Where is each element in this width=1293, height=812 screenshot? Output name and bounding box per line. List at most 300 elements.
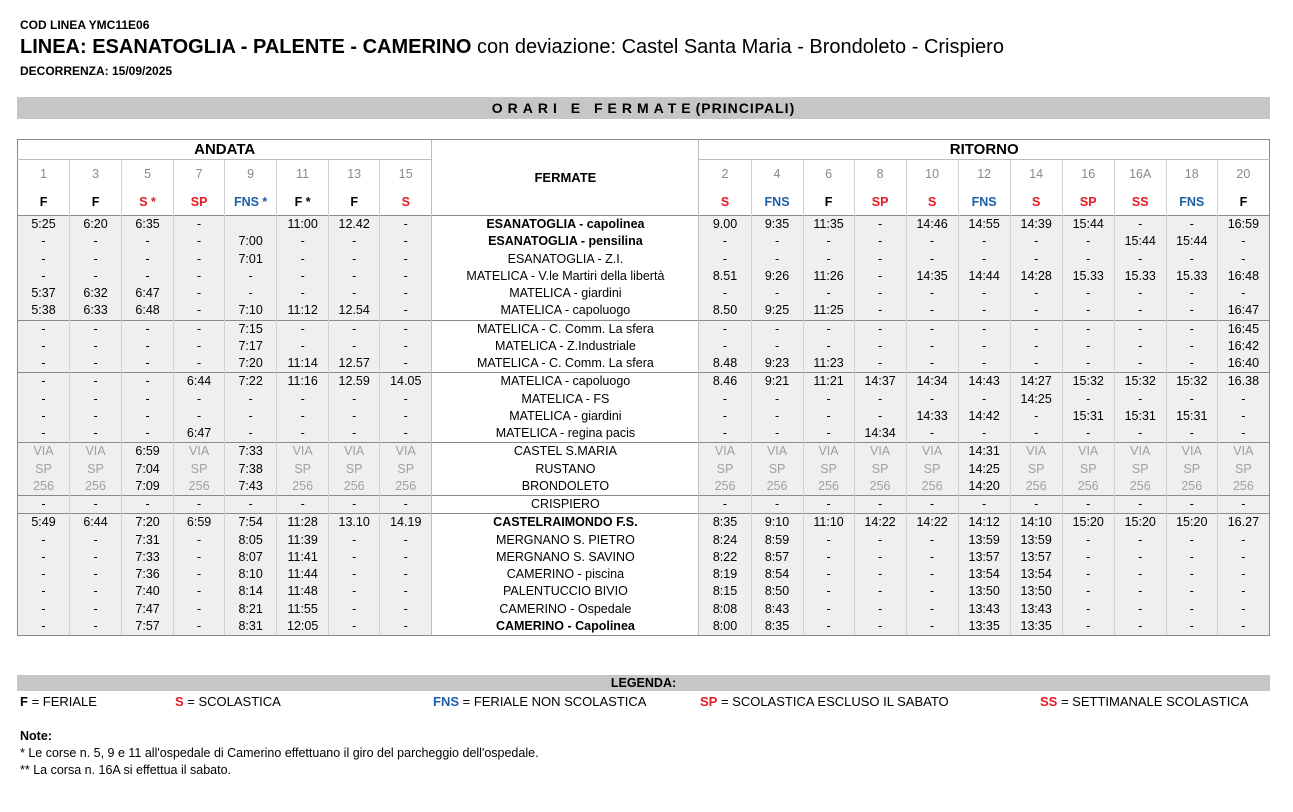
time-cell: 8:07 <box>225 549 277 566</box>
timetable-body <box>18 216 1270 636</box>
time-cell: - <box>18 338 70 355</box>
time-cell: SP <box>751 461 803 478</box>
time-cell: - <box>70 496 122 514</box>
run-number: 2 <box>699 160 751 190</box>
time-cell: - <box>751 233 803 250</box>
time-cell: 11:16 <box>277 373 329 391</box>
time-cell: - <box>906 425 958 443</box>
time-cell: - <box>1010 496 1062 514</box>
time-cell: - <box>699 496 751 514</box>
time-cell: - <box>1217 618 1269 636</box>
time-cell: - <box>174 391 225 408</box>
schedule-banner <box>17 97 1270 119</box>
time-cell: 13:54 <box>1010 566 1062 583</box>
time-cell: 6:33 <box>70 302 122 320</box>
time-cell: - <box>174 496 225 514</box>
time-cell: 8:24 <box>699 532 751 549</box>
run-number: 13 <box>329 160 380 190</box>
time-cell: - <box>1062 549 1114 566</box>
time-cell: 11:44 <box>277 566 329 583</box>
table-row <box>18 425 1270 443</box>
time-cell: 14:28 <box>1010 268 1062 285</box>
time-cell: - <box>70 373 122 391</box>
table-row <box>18 478 1270 496</box>
time-cell: - <box>70 338 122 355</box>
time-cell: - <box>751 285 803 302</box>
time-cell: 14.19 <box>380 514 432 532</box>
run-number: 10 <box>906 160 958 190</box>
time-cell: VIA <box>906 443 958 461</box>
time-cell: - <box>854 601 906 618</box>
time-cell: 14:35 <box>906 268 958 285</box>
time-cell: 13:54 <box>958 566 1010 583</box>
run-number: 20 <box>1217 160 1269 190</box>
time-cell: - <box>380 583 432 600</box>
time-cell: - <box>225 285 277 302</box>
time-cell: 11:55 <box>277 601 329 618</box>
time-cell: 8.50 <box>699 302 751 320</box>
time-cell: - <box>380 408 432 425</box>
time-cell: SP <box>174 461 225 478</box>
time-cell: - <box>277 425 329 443</box>
table-row <box>18 532 1270 549</box>
time-cell: - <box>906 601 958 618</box>
time-cell: 14:39 <box>1010 216 1062 234</box>
time-cell: VIA <box>751 443 803 461</box>
time-cell: - <box>854 618 906 636</box>
time-cell: 256 <box>1217 478 1269 496</box>
time-cell: 7:54 <box>225 514 277 532</box>
time-cell: - <box>18 373 70 391</box>
schedule-banner-subtitle: (PRINCIPALI) <box>695 100 796 116</box>
time-cell: 14:43 <box>958 373 1010 391</box>
time-cell: - <box>1062 496 1114 514</box>
table-row <box>18 601 1270 618</box>
time-cell: SP <box>329 461 380 478</box>
time-cell: - <box>18 549 70 566</box>
run-type: S <box>699 189 751 216</box>
legend-code-f: F <box>20 694 28 709</box>
time-cell: - <box>174 338 225 355</box>
run-type: FNS <box>958 189 1010 216</box>
time-cell: - <box>122 425 174 443</box>
time-cell: - <box>277 496 329 514</box>
legend-text-sp: = SCOLASTICA ESCLUSO IL SABATO <box>717 694 949 709</box>
time-cell: - <box>1114 338 1166 355</box>
time-cell: - <box>1217 408 1269 425</box>
time-cell: 16.27 <box>1217 514 1269 532</box>
time-cell: - <box>380 618 432 636</box>
time-cell: 7:01 <box>225 251 277 268</box>
time-cell: - <box>1166 355 1217 373</box>
time-cell: - <box>174 549 225 566</box>
time-cell: - <box>906 391 958 408</box>
time-cell: - <box>329 233 380 250</box>
time-cell: - <box>699 285 751 302</box>
time-cell: - <box>1217 251 1269 268</box>
table-row <box>18 566 1270 583</box>
time-cell: 13:59 <box>958 532 1010 549</box>
time-cell: 14:33 <box>906 408 958 425</box>
line-title <box>20 36 1004 59</box>
run-type: FNS <box>1166 189 1217 216</box>
stop-name: MERGNANO S. PIETRO <box>432 532 699 549</box>
section-header-row <box>18 140 1270 160</box>
time-cell: 8.46 <box>699 373 751 391</box>
time-cell: - <box>906 532 958 549</box>
time-cell: 11:28 <box>277 514 329 532</box>
time-cell: - <box>174 320 225 338</box>
time-cell: - <box>1114 285 1166 302</box>
time-cell: VIA <box>329 443 380 461</box>
time-cell: 14:10 <box>1010 514 1062 532</box>
time-cell: 14:20 <box>958 478 1010 496</box>
time-cell: - <box>906 233 958 250</box>
time-cell: - <box>803 233 854 250</box>
time-cell: - <box>1114 618 1166 636</box>
time-cell: 14:12 <box>958 514 1010 532</box>
time-cell: - <box>122 373 174 391</box>
time-cell: 8:59 <box>751 532 803 549</box>
time-cell: 11:12 <box>277 302 329 320</box>
time-cell: - <box>1217 233 1269 250</box>
time-cell: VIA <box>1114 443 1166 461</box>
time-cell: - <box>225 268 277 285</box>
time-cell: 16:47 <box>1217 302 1269 320</box>
run-type: SP <box>1062 189 1114 216</box>
time-cell: 14:37 <box>854 373 906 391</box>
time-cell: - <box>1166 583 1217 600</box>
table-row <box>18 549 1270 566</box>
time-cell <box>225 216 277 234</box>
time-cell: - <box>174 302 225 320</box>
run-type: F <box>1217 189 1269 216</box>
time-cell: - <box>329 408 380 425</box>
andata-header: ANDATA <box>18 140 432 160</box>
legend-title: LEGENDA: <box>17 675 1270 691</box>
run-type: F <box>803 189 854 216</box>
stop-name: MATELICA - Z.Industriale <box>432 338 699 355</box>
time-cell: - <box>380 285 432 302</box>
time-cell: 14:34 <box>854 425 906 443</box>
table-row <box>18 233 1270 250</box>
notes <box>20 728 539 779</box>
time-cell: - <box>122 496 174 514</box>
time-cell: 7:22 <box>225 373 277 391</box>
time-cell: - <box>18 532 70 549</box>
time-cell: - <box>18 425 70 443</box>
time-cell: - <box>699 320 751 338</box>
time-cell: 256 <box>70 478 122 496</box>
time-cell: 7:40 <box>122 583 174 600</box>
table-row <box>18 285 1270 302</box>
time-cell: 6:20 <box>70 216 122 234</box>
time-cell: 11:39 <box>277 532 329 549</box>
time-cell: - <box>329 532 380 549</box>
time-cell: - <box>277 391 329 408</box>
run-type: SP <box>854 189 906 216</box>
timetable <box>17 139 1270 636</box>
run-number: 11 <box>277 160 329 190</box>
time-cell: - <box>1217 566 1269 583</box>
time-cell: 7:36 <box>122 566 174 583</box>
time-cell: - <box>1062 338 1114 355</box>
run-type: S * <box>122 189 174 216</box>
time-cell: 11:48 <box>277 583 329 600</box>
time-cell: - <box>854 391 906 408</box>
time-cell: - <box>1010 355 1062 373</box>
time-cell: - <box>1114 251 1166 268</box>
run-number: 18 <box>1166 160 1217 190</box>
time-cell: 11:26 <box>803 268 854 285</box>
time-cell: - <box>958 391 1010 408</box>
time-cell: - <box>18 583 70 600</box>
time-cell: - <box>1010 285 1062 302</box>
table-row <box>18 320 1270 338</box>
table-row <box>18 391 1270 408</box>
time-cell: - <box>854 496 906 514</box>
time-cell: 7:00 <box>225 233 277 250</box>
time-cell: - <box>1114 549 1166 566</box>
time-cell: 8:14 <box>225 583 277 600</box>
time-cell: 11:25 <box>803 302 854 320</box>
stop-name: MATELICA - regina pacis <box>432 425 699 443</box>
time-cell: 7:20 <box>122 514 174 532</box>
stop-name: MATELICA - C. Comm. La sfera <box>432 320 699 338</box>
time-cell: - <box>1114 496 1166 514</box>
time-cell: - <box>329 285 380 302</box>
time-cell: 6:47 <box>174 425 225 443</box>
run-type: F * <box>277 189 329 216</box>
time-cell: - <box>906 566 958 583</box>
time-cell: - <box>958 302 1010 320</box>
time-cell: 6:44 <box>174 373 225 391</box>
run-type: SS <box>1114 189 1166 216</box>
time-cell: - <box>1166 251 1217 268</box>
legend-code-ss: SS <box>1040 694 1058 709</box>
time-cell: 7:38 <box>225 461 277 478</box>
time-cell: 8:08 <box>699 601 751 618</box>
time-cell: - <box>1217 425 1269 443</box>
time-cell: - <box>329 566 380 583</box>
stop-name: MATELICA - capoluogo <box>432 302 699 320</box>
stop-name: MATELICA - giardini <box>432 285 699 302</box>
time-cell: - <box>1166 549 1217 566</box>
time-cell: 8:43 <box>751 601 803 618</box>
stop-name: CASTELRAIMONDO F.S. <box>432 514 699 532</box>
time-cell: - <box>1166 285 1217 302</box>
time-cell: - <box>1062 233 1114 250</box>
time-cell: - <box>803 549 854 566</box>
time-cell: - <box>174 268 225 285</box>
time-cell: 256 <box>18 478 70 496</box>
time-cell: - <box>174 355 225 373</box>
time-cell: - <box>18 618 70 636</box>
time-cell: SP <box>699 461 751 478</box>
time-cell: - <box>906 496 958 514</box>
time-cell: 13:43 <box>958 601 1010 618</box>
run-type: S <box>1010 189 1062 216</box>
stop-name: CRISPIERO <box>432 496 699 514</box>
time-cell: - <box>1114 216 1166 234</box>
time-cell: 16:45 <box>1217 320 1269 338</box>
time-cell: - <box>18 496 70 514</box>
time-cell: VIA <box>803 443 854 461</box>
time-cell: - <box>1166 601 1217 618</box>
time-cell: - <box>18 601 70 618</box>
time-cell: - <box>1010 338 1062 355</box>
time-cell: 8:10 <box>225 566 277 583</box>
time-cell: 256 <box>1010 478 1062 496</box>
time-cell: 14:25 <box>958 461 1010 478</box>
time-cell: 8:05 <box>225 532 277 549</box>
run-type: FNS * <box>225 189 277 216</box>
table-row <box>18 618 1270 636</box>
time-cell: - <box>380 251 432 268</box>
time-cell: - <box>277 251 329 268</box>
time-cell: 8:57 <box>751 549 803 566</box>
time-cell: - <box>18 408 70 425</box>
time-cell: 14:25 <box>1010 391 1062 408</box>
time-cell: 15.33 <box>1062 268 1114 285</box>
time-cell: - <box>751 251 803 268</box>
run-number: 15 <box>380 160 432 190</box>
run-number: 6 <box>803 160 854 190</box>
time-cell: - <box>1166 618 1217 636</box>
table-row <box>18 514 1270 532</box>
time-cell: - <box>1010 425 1062 443</box>
time-cell: - <box>854 583 906 600</box>
time-cell: 14:55 <box>958 216 1010 234</box>
time-cell: 15:31 <box>1114 408 1166 425</box>
time-cell: 16:42 <box>1217 338 1269 355</box>
time-cell: - <box>329 496 380 514</box>
table-row <box>18 268 1270 285</box>
stop-name: MATELICA - V.le Martiri della libertà <box>432 268 699 285</box>
time-cell: 15:31 <box>1166 408 1217 425</box>
time-cell: - <box>1217 549 1269 566</box>
time-cell: 256 <box>1114 478 1166 496</box>
time-cell: - <box>174 583 225 600</box>
time-cell: - <box>854 338 906 355</box>
time-cell: 6:59 <box>122 443 174 461</box>
time-cell: SP <box>18 461 70 478</box>
time-cell: SP <box>803 461 854 478</box>
time-cell: 13.10 <box>329 514 380 532</box>
time-cell: - <box>1062 302 1114 320</box>
time-cell: - <box>122 355 174 373</box>
time-cell: - <box>70 251 122 268</box>
run-type: S <box>906 189 958 216</box>
time-cell: 14:31 <box>958 443 1010 461</box>
time-cell: 12.57 <box>329 355 380 373</box>
time-cell: - <box>277 320 329 338</box>
time-cell: - <box>174 618 225 636</box>
time-cell: - <box>1166 496 1217 514</box>
time-cell: - <box>1217 391 1269 408</box>
time-cell: - <box>18 233 70 250</box>
time-cell: 15.33 <box>1166 268 1217 285</box>
time-cell: 256 <box>751 478 803 496</box>
time-cell: - <box>906 285 958 302</box>
run-type: F <box>18 189 70 216</box>
run-number: 14 <box>1010 160 1062 190</box>
time-cell: - <box>958 320 1010 338</box>
time-cell: - <box>1217 583 1269 600</box>
time-cell: - <box>70 391 122 408</box>
time-cell: VIA <box>70 443 122 461</box>
time-cell: - <box>751 408 803 425</box>
stop-name: CAMERINO - piscina <box>432 566 699 583</box>
time-cell: - <box>906 251 958 268</box>
time-cell: 15:32 <box>1166 373 1217 391</box>
time-cell: SP <box>1217 461 1269 478</box>
time-cell: 6:44 <box>70 514 122 532</box>
time-cell: 14:27 <box>1010 373 1062 391</box>
time-cell: - <box>329 268 380 285</box>
time-cell: - <box>277 233 329 250</box>
time-cell: 6:48 <box>122 302 174 320</box>
time-cell: 7:33 <box>122 549 174 566</box>
time-cell: - <box>225 425 277 443</box>
time-cell: - <box>854 233 906 250</box>
time-cell: - <box>70 549 122 566</box>
time-cell: 8:22 <box>699 549 751 566</box>
time-cell: - <box>70 601 122 618</box>
time-cell: SP <box>1166 461 1217 478</box>
table-row <box>18 373 1270 391</box>
time-cell: - <box>70 320 122 338</box>
stop-name: CAMERINO - Capolinea <box>432 618 699 636</box>
time-cell: - <box>329 338 380 355</box>
time-cell: 15:31 <box>1062 408 1114 425</box>
time-cell: - <box>1010 251 1062 268</box>
time-cell: 256 <box>1062 478 1114 496</box>
time-cell: SP <box>70 461 122 478</box>
time-cell: - <box>277 285 329 302</box>
time-cell: 13:35 <box>958 618 1010 636</box>
time-cell: - <box>699 251 751 268</box>
time-cell: 6:47 <box>122 285 174 302</box>
time-cell: 9:21 <box>751 373 803 391</box>
time-cell: - <box>329 583 380 600</box>
run-number: 7 <box>174 160 225 190</box>
time-cell: - <box>174 408 225 425</box>
time-cell: - <box>958 251 1010 268</box>
time-cell: - <box>958 338 1010 355</box>
run-number: 1 <box>18 160 70 190</box>
ritorno-header: RITORNO <box>699 140 1270 160</box>
time-cell: - <box>225 408 277 425</box>
time-cell: 7:10 <box>225 302 277 320</box>
time-cell: 11:35 <box>803 216 854 234</box>
table-row <box>18 216 1270 234</box>
legend-code-fns: FNS <box>433 694 459 709</box>
time-cell: - <box>380 532 432 549</box>
time-cell: - <box>1166 391 1217 408</box>
time-cell: - <box>70 566 122 583</box>
time-cell: - <box>70 425 122 443</box>
time-cell: 256 <box>699 478 751 496</box>
time-cell: - <box>751 320 803 338</box>
time-cell: VIA <box>18 443 70 461</box>
time-cell: - <box>1114 601 1166 618</box>
time-cell: 13:50 <box>958 583 1010 600</box>
stop-name: CAMERINO - Ospedale <box>432 601 699 618</box>
time-cell: 16:59 <box>1217 216 1269 234</box>
time-cell: - <box>803 408 854 425</box>
time-cell: - <box>18 391 70 408</box>
